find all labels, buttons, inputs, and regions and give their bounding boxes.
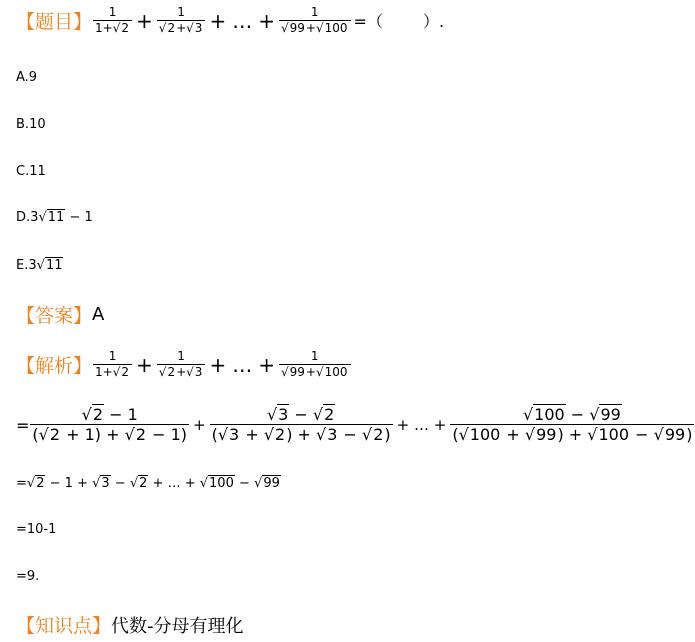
knowledge-tag: 【知识点】 [16,615,112,637]
term-3-fraction: $\frac{1}{√99+√100}$ [279,350,351,380]
ellipsis: … [232,352,253,377]
option-c: C.11 [16,164,46,179]
question-tag: 【题目】 [16,11,93,34]
term-2-fraction: $\frac{1}{√2+√3}$ [157,6,206,36]
plus-sign: + [209,8,227,33]
answer-line [16,301,104,328]
plus-sign: + [136,352,153,377]
term-1-fraction: $\frac{1}{1+√2}$ [93,6,132,36]
term-1-fraction: $\frac{1}{1+√2}$ [93,350,132,380]
analysis-line [16,350,352,380]
step2-fraction-3: $\frac{√100 - √99}{(√100 + √99) + √100 - √99)}$ [452,405,693,445]
question-line [16,6,444,36]
analysis-step-5: =9. [16,569,40,584]
knowledge-text: 代数-分母有理化 [111,615,244,637]
plus-sign: + [209,352,227,377]
equals-blank: =（ [353,12,383,32]
answer-value: A [92,304,105,325]
analysis-step-2: = $\frac{√2 - 1}{(√2 + 1) + √2 - 1)}$ + $\frac{√3 - √2}{(√3 + √2) + √3 - √2)}$ + … + $\frac{√100 - √99}{(√100 + √99) + √100 - √99)}$ [16,405,693,445]
analysis-tag: 【解析】 [16,355,93,378]
option-b: B.10 [16,117,46,132]
option-d: D.3√11 − 1 [16,210,93,225]
step2-fraction-2: $\frac{√3 - √2}{(√3 + √2) + √3 - √2)}$ [211,405,391,445]
term-3-fraction: $\frac{1}{√99+√100}$ [279,6,351,36]
plus-sign: + [258,352,275,377]
term-2-fraction: $\frac{1}{√2+√3}$ [157,350,206,380]
plus-sign: + [136,8,153,33]
step2-fraction-1: $\frac{√2 - 1}{(√2 + 1) + √2 - 1)}$ [32,405,188,445]
option-e: E.3√11 [16,258,63,273]
option-a: A.9 [16,70,38,85]
knowledge-line [16,611,244,638]
equals-blank-close: ）. [422,12,445,32]
analysis-step-3: =√2 − 1 + √3 − √2 + … + √100 − √99 [16,476,280,491]
plus-sign: + [258,8,275,33]
analysis-step-4: =10-1 [16,522,57,537]
ellipsis: … [232,8,253,33]
answer-tag: 【答案】 [16,305,93,327]
